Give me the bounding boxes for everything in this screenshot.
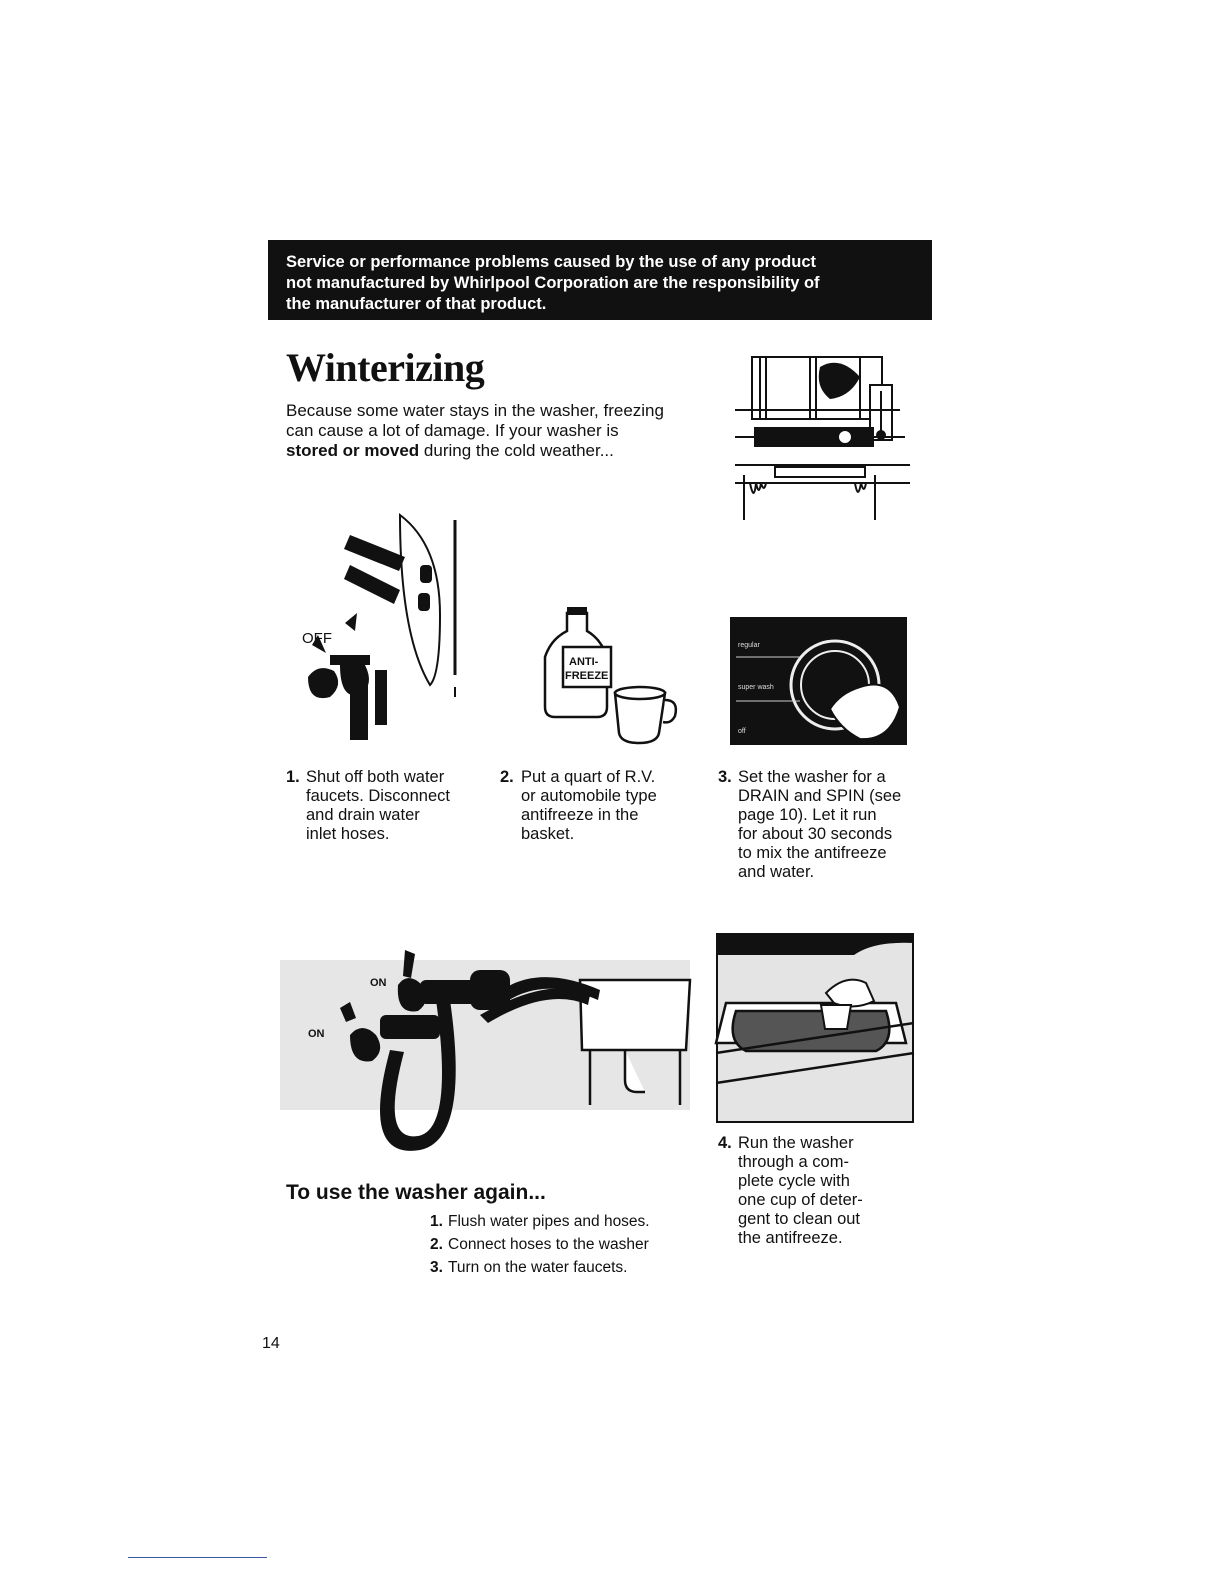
step-3-line-6: and water. <box>738 863 815 881</box>
notice-line-1: Service or performance problems caused by the use of any product <box>286 253 816 271</box>
step-2-line-3: antifreeze in the <box>521 806 639 824</box>
use-again-item-3-text: Turn on the water faucets. <box>448 1259 628 1276</box>
step-2-number: 2. <box>500 768 514 786</box>
page-number: 14 <box>262 1335 280 1352</box>
warning-notice <box>268 240 932 320</box>
notice-line-2: not manufactured by Whirlpool Corporation are the responsibility of <box>286 274 820 292</box>
dial-regular-label: regular <box>738 642 760 649</box>
step-4-line-4: one cup of deter- <box>738 1191 863 1209</box>
step-3-line-2: DRAIN and SPIN (see <box>738 787 902 805</box>
faucet-shutoff-illustration <box>290 505 475 740</box>
dial-off-label: off <box>738 728 746 735</box>
step-1-line-2: faucets. Disconnect <box>306 787 450 805</box>
step-1-line-4: inlet hoses. <box>306 825 390 843</box>
footer-rule <box>128 1557 267 1558</box>
intro-line-1: Because some water stays in the washer, freezing <box>286 401 664 420</box>
step-1-line-1: Shut off both water <box>306 768 445 786</box>
use-again-item-1-number: 1. <box>430 1213 443 1230</box>
dial-super-wash-label: super wash <box>738 684 774 691</box>
use-again-heading: To use the washer again... <box>286 1181 546 1204</box>
on-label-2: ON <box>308 1028 325 1040</box>
step-4-line-3: plete cycle with <box>738 1172 850 1190</box>
step-4-line-1: Run the washer <box>738 1134 854 1152</box>
step-3-line-4: for about 30 seconds <box>738 825 893 843</box>
use-again-item-1 <box>430 1210 650 1233</box>
intro-line-2: can cause a lot of damage. If your washer is <box>286 421 619 440</box>
step-4-line-5: gent to clean out <box>738 1210 861 1228</box>
step-4-line-6: the antifreeze. <box>738 1229 843 1247</box>
use-again-item-2-text: Connect hoses to the washer <box>448 1236 649 1253</box>
intro-line-3 <box>286 441 664 461</box>
intro-paragraph <box>286 401 664 461</box>
step-1-number: 1. <box>286 768 300 786</box>
hoses-and-laundry-tub-illustration <box>280 940 690 1170</box>
step-2-line-2: or automobile type <box>521 787 657 805</box>
use-again-item-2-number: 2. <box>430 1236 443 1253</box>
adding-detergent-illustration <box>716 933 914 1123</box>
intro-line-3-rest: during the cold weather... <box>419 441 614 460</box>
step-4-number: 4. <box>718 1134 732 1152</box>
antifreeze-bottle-illustration <box>545 605 685 750</box>
bottle-label-anti: ANTI- <box>569 656 599 668</box>
on-label-1: ON <box>370 977 387 989</box>
notice-line-3: the manufacturer of that product. <box>286 295 547 313</box>
step-3-line-3: page 10). Let it run <box>738 806 877 824</box>
bottle-label-freeze: FREEZE <box>565 670 609 682</box>
step-2-line-1: Put a quart of R.V. <box>521 768 656 786</box>
step-3-number: 3. <box>718 768 732 786</box>
frozen-washer-illustration <box>730 355 920 520</box>
step-3-line-1: Set the washer for a <box>738 768 886 786</box>
step-4-line-2: through a com- <box>738 1153 849 1171</box>
step-2-line-4: basket. <box>521 825 575 843</box>
control-dial-illustration <box>730 617 907 745</box>
intro-emphasis: stored or moved <box>286 441 420 460</box>
use-again-item-2 <box>430 1233 649 1256</box>
page-title: Winterizing <box>286 345 485 390</box>
off-label: OFF <box>302 630 332 647</box>
step-3-line-5: to mix the antifreeze <box>738 844 887 862</box>
use-again-item-1-text: Flush water pipes and hoses. <box>448 1213 650 1230</box>
use-again-item-3-number: 3. <box>430 1259 443 1276</box>
step-1-line-3: and drain water <box>306 806 420 824</box>
use-again-item-3 <box>430 1256 628 1279</box>
